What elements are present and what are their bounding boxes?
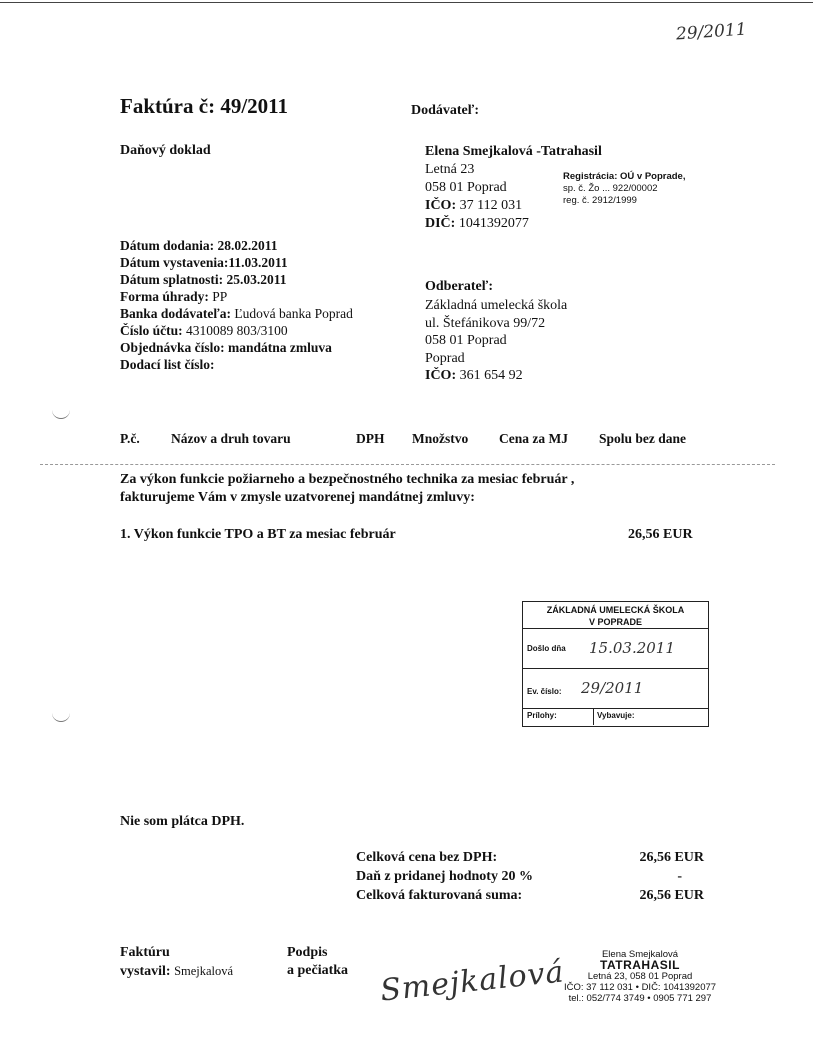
issue-date-label: Dátum vystavenia: — [120, 255, 229, 270]
delivery-date-label: Dátum dodania: — [120, 238, 215, 253]
stamp-header — [523, 602, 708, 629]
ev-label: Ev. číslo: — [527, 687, 562, 696]
registration-line-2: sp. č. Žo ... 922/00002 — [563, 183, 658, 194]
received-label: Došlo dňa — [527, 644, 566, 653]
stamp-town: V POPRADE — [588, 617, 642, 627]
account-number: 4310089 803/3100 — [186, 323, 288, 338]
issuer-company: TATRAHASIL — [600, 958, 680, 972]
total-net-value: 26,56 EUR — [639, 850, 704, 865]
item-description: 1. Výkon funkcie TPO a BT za mesiac február — [120, 527, 396, 542]
scan-mark — [52, 410, 70, 419]
scan-top-edge — [0, 2, 813, 3]
received-date: 15.03.2011 — [589, 639, 675, 657]
total-vat-row — [356, 869, 704, 888]
issued-by-name: Smejkalová — [174, 964, 234, 978]
due-date-label: Dátum splatnosti: — [120, 272, 224, 287]
issuer-address: Letná 23, 058 01 Poprad — [587, 971, 693, 982]
vat-note: Nie som plátca DPH. — [120, 814, 245, 829]
registration-stamp — [563, 171, 685, 207]
intro-line-1: Za výkon funkcie požiarneho a bezpečnostného technika za mesiac február , — [120, 472, 575, 487]
registration-line-1: Registrácia: OÚ v Poprade, — [563, 171, 686, 182]
document-type: Daňový doklad — [120, 143, 211, 158]
customer-ico: 361 654 92 — [459, 368, 523, 383]
scan-mark — [52, 713, 70, 722]
supplier-city: 058 01 Poprad — [425, 180, 507, 195]
delivery-note-label: Dodací list číslo: — [120, 357, 215, 372]
handwritten-signature: Smejkalová — [378, 954, 566, 1009]
payment-method: PP — [212, 289, 228, 304]
col-total: Spolu bez dane — [599, 431, 687, 446]
customer-zip: 058 01 Poprad — [425, 333, 507, 348]
intro-line-2: fakturujeme Vám v zmysle uzatvorenej mandátnej zmluvy: — [120, 490, 475, 505]
registration-line-3: reg. č. 2912/1999 — [563, 195, 637, 206]
issuer-ids: IČO: 37 112 031 • DIČ: 1041392077 — [563, 982, 717, 993]
signature-label — [287, 944, 348, 980]
col-vat: DPH — [356, 431, 385, 446]
customer-name: Základná umelecká škola — [425, 298, 568, 313]
totals-block — [356, 850, 704, 907]
sign-label-2: a pečiatka — [287, 963, 349, 978]
total-vat-value: - — [677, 869, 682, 884]
supplier-dic: 1041392077 — [458, 216, 529, 231]
issue-date: 11.03.2011 — [228, 255, 288, 270]
col-pc: P.č. — [120, 431, 140, 446]
col-unit-price: Cena za MJ — [499, 431, 568, 446]
customer-city: Poprad — [425, 350, 465, 366]
supplier-dic-label: DIČ: — [425, 216, 456, 231]
account-label: Číslo účtu: — [120, 323, 183, 338]
issued-label-1: Faktúru — [120, 945, 170, 960]
customer-label: Odberateľ: — [425, 279, 493, 294]
sign-label-1: Podpis — [287, 945, 328, 960]
order-label: Objednávka číslo: — [120, 340, 225, 355]
delivery-date: 28.02.2011 — [217, 238, 278, 253]
attachments-label: Prílohy: — [527, 711, 557, 720]
bank-name: Ľudová banka Poprad — [234, 306, 353, 321]
payment-method-label: Forma úhrady: — [120, 289, 209, 304]
customer-ico-label: IČO: — [425, 368, 457, 383]
total-net-row — [356, 850, 704, 869]
stamp-row-attachments — [523, 709, 708, 725]
total-sum-label: Celková fakturovaná suma: — [356, 888, 523, 903]
handles-label: Vybavuje: — [597, 711, 635, 720]
supplier-label: Dodávateľ: — [411, 103, 479, 118]
col-name: Názov a druh tovaru — [171, 431, 291, 446]
issued-by-label — [120, 944, 233, 981]
due-date: 25.03.2011 — [226, 272, 287, 287]
total-sum-row — [356, 888, 704, 907]
supplier-ico-label: IČO: — [425, 198, 457, 213]
total-vat-label: Daň z pridanej hodnoty 20 % — [356, 869, 533, 884]
invoice-intro — [120, 471, 574, 507]
stamp-divider — [593, 709, 594, 725]
total-net-label: Celková cena bez DPH: — [356, 850, 498, 865]
supplier-street: Letná 23 — [425, 162, 475, 177]
customer-street: ul. Štefánikova 99/72 — [425, 315, 546, 331]
received-stamp — [522, 601, 709, 727]
supplier-ico: 37 112 031 — [459, 198, 523, 213]
item-amount: 26,56 EUR — [628, 527, 693, 542]
ev-number: 29/2011 — [581, 679, 644, 697]
col-qty: Množstvo — [412, 431, 469, 446]
supplier-name: Elena Smejkalová -Tatrahasil — [425, 144, 602, 159]
order-value: mandátna zmluva — [228, 340, 332, 355]
issuer-stamp — [560, 949, 720, 1004]
stamp-school: ZÁKLADNÁ UMELECKÁ ŠKOLA — [546, 605, 685, 615]
bank-label: Banka dodávateľa: — [120, 306, 231, 321]
divider — [40, 464, 775, 465]
stamp-row-received — [523, 629, 708, 669]
invoice-details — [120, 237, 353, 373]
issuer-name: Elena Smejkalová — [601, 949, 679, 960]
total-sum-value: 26,56 EUR — [639, 888, 704, 903]
stamp-row-ev — [523, 669, 708, 709]
issued-label-2: vystavil: — [120, 964, 171, 979]
customer-block — [425, 297, 567, 385]
issuer-tel: tel.: 052/774 3749 • 0905 771 297 — [568, 993, 712, 1004]
invoice-title: Faktúra č: 49/2011 — [120, 94, 288, 118]
handwritten-reference: 29/2011 — [675, 19, 748, 45]
